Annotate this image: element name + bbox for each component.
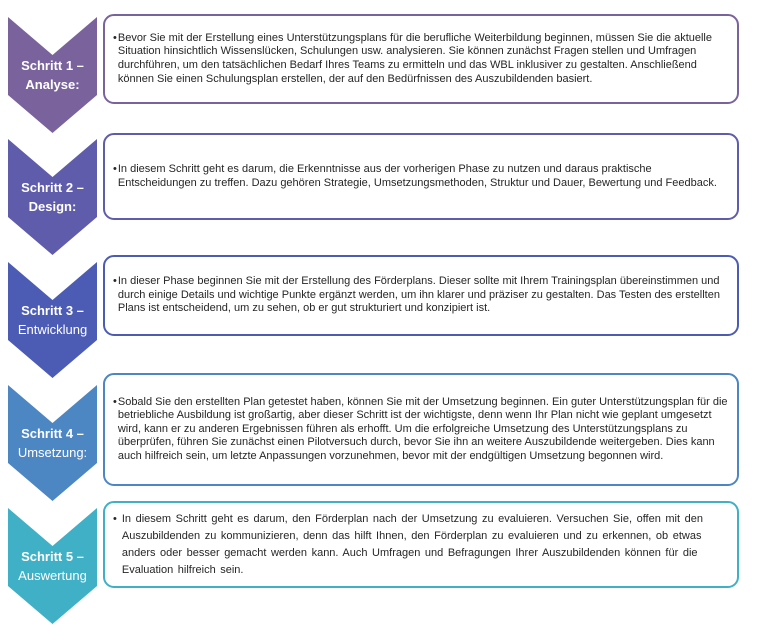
step-3-label <box>8 300 97 340</box>
step-2-label <box>8 177 97 217</box>
step-2-description-text: In diesem Schritt geht es darum, die Erkenntnisse aus der vorherigen Phase zu nutzen und daraus praktische Entscheidungen zu treffen. Dazu gehören Strategie, Umsetzungsmethoden, Struktur und Dauer, Bewertung und Feedback. <box>117 162 717 189</box>
bullet-marker: • <box>113 395 117 408</box>
step-3-description-box <box>103 255 739 336</box>
step-2-label-line2: Design: <box>28 199 77 214</box>
step-5-chevron <box>8 508 97 624</box>
step-2-label-line1: Schritt 2 – <box>21 180 84 195</box>
bullet-marker: • <box>113 275 117 288</box>
step-4-description-text: Sobald Sie den erstellten Plan getestet haben, können Sie mit der Umsetzung beginnen. Ein guter Unterstützungsplan für die betriebliche Ausbildung ist großartig, aber dieser Schritt ist der wichtigste, denn wenn Ihr Plan nicht wie geplant umgesetzt wird, kann er zu anderen Ergebnissen führen als erhofft. Um die erfolgreiche Umsetzung des Unterstützungsplans zu überprüfen, führen Sie zunächst einen Pilotversuch durch, bevor Sie ihn an weitere Auszubildende weitergeben. Dies kann auch hilfreich sein, um letzte Anpassungen vorzunehmen, bevor mit der endgültigen Umsetzung begonnen wird. <box>117 395 728 462</box>
bullet-marker: • <box>113 512 117 525</box>
step-5-description-box <box>103 501 739 588</box>
step-5-label-line1: Schritt 5 – <box>21 549 84 564</box>
step-1-label <box>8 55 97 95</box>
step-5-label-line2: Auswertung <box>18 568 87 583</box>
step-5-label <box>8 546 97 586</box>
step-2-description-box <box>103 133 739 220</box>
step-4-description-box <box>103 373 739 486</box>
step-4-chevron <box>8 385 97 501</box>
step-2-chevron <box>8 139 97 255</box>
bullet-marker: • <box>113 31 117 44</box>
step-1-description-box <box>103 14 739 104</box>
step-5-description-text: In diesem Schritt geht es darum, den Förderplan nach der Umsetzung zu evaluieren. Versuchen Sie, offen mit den Auszubildenden zu kommunizieren, denn das hilft Ihnen, den Förderplan zu evaluieren und zu erkennen, ob etwas anders oder besser gemacht werden kann. Auch Umfragen und Befragungen Ihrer Auszubildenden können für die Evaluation hilfreich sein. <box>121 512 703 576</box>
step-3-label-line2: Entwicklung <box>17 322 88 337</box>
step-1-label-line1: Schritt 1 – <box>21 58 84 73</box>
step-4-label <box>8 423 97 463</box>
step-4-label-line2: Umsetzung: <box>17 445 88 460</box>
bullet-marker: • <box>113 162 117 175</box>
step-1-chevron <box>8 17 97 133</box>
step-3-chevron <box>8 262 97 378</box>
step-4-label-line1: Schritt 4 – <box>21 426 84 441</box>
step-3-description-text: In dieser Phase beginnen Sie mit der Erstellung des Förderplans. Dieser sollte mit Ihrem Trainingsplan übereinstimmen und durch einige Details und wichtige Punkte ergänzt werden, um ihn klarer und präziser zu gestalten. Das Testen des erstellten Plans ist entscheidend, um zu sehen, ob er gut strukturiert und konzipiert ist. <box>117 275 720 315</box>
step-1-description-text: Bevor Sie mit der Erstellung eines Unterstützungsplans für die berufliche Weiterbildung beginnen, müssen Sie die aktuelle Situation hinsichtlich Wissenslücken, Schulungen usw. analysieren. Sie können zunächst Fragen stellen und Umfragen durchführen, um den tatsächlichen Bedarf Ihres Teams zu ermitteln und das WBL inklusiver zu gestalten. Anschließend können Sie einen Schulungsplan erstellen, der auf den Bedürfnissen des Auszubildenden basiert. <box>117 31 712 85</box>
step-1-label-line2: Analyse: <box>25 77 80 92</box>
step-3-label-line1: Schritt 3 – <box>21 303 84 318</box>
